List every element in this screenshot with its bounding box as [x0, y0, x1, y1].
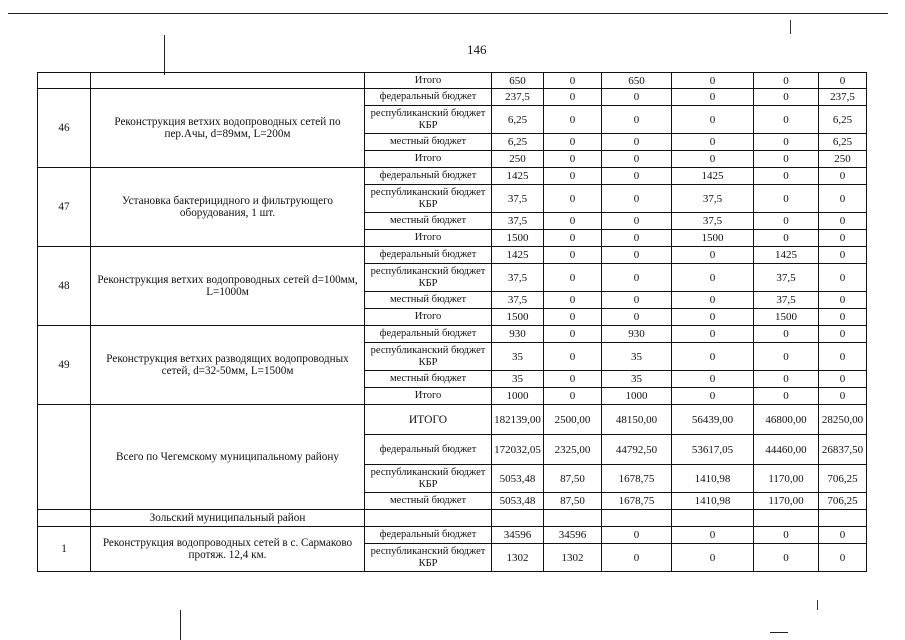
- year-amount-cell: 1170,00: [754, 465, 819, 493]
- year-amount-cell: 6,25: [819, 106, 867, 134]
- budget-table: [37, 72, 867, 572]
- year-amount-cell: 237,5: [819, 89, 867, 106]
- year-amount-cell: 87,50: [544, 493, 602, 510]
- year-amount-cell: 0: [544, 371, 602, 388]
- district-total-label: Всего по Чегемскому муниципальному району: [91, 405, 365, 510]
- year-amount-cell: 28250,00: [819, 405, 867, 435]
- project-name-cell: Установка бактерицидного и фильтрующего оборудования, 1 шт.: [91, 168, 365, 247]
- year-amount-cell: 6,25: [819, 134, 867, 151]
- year-amount-cell: 0: [754, 168, 819, 185]
- funding-source-cell: республиканский бюджет КБР: [365, 106, 492, 134]
- total-amount-cell: 35: [492, 371, 544, 388]
- funding-source-cell: местный бюджет: [365, 292, 492, 309]
- year-amount-cell: 0: [672, 292, 754, 309]
- funding-source-cell: федеральный бюджет: [365, 247, 492, 264]
- year-amount-cell: 44460,00: [754, 435, 819, 465]
- year-amount-cell: 706,25: [819, 465, 867, 493]
- year-amount-cell: [754, 510, 819, 527]
- year-amount-cell: 0: [819, 371, 867, 388]
- year-amount-cell: 37,5: [754, 292, 819, 309]
- funding-source-cell: местный бюджет: [365, 493, 492, 510]
- year-amount-cell: 0: [602, 213, 672, 230]
- scan-margin-mark: [770, 632, 788, 633]
- year-amount-cell: 0: [672, 309, 754, 326]
- scan-border-line: [8, 13, 888, 14]
- table-row: [38, 89, 867, 106]
- year-amount-cell: 1678,75: [602, 465, 672, 493]
- funding-source-cell: ИТОГО: [365, 405, 492, 435]
- funding-source-cell: [365, 510, 492, 527]
- year-amount-cell: 37,5: [754, 264, 819, 292]
- total-amount-cell: 250: [492, 151, 544, 168]
- year-amount-cell: 0: [544, 134, 602, 151]
- project-name-cell: Реконструкция водопроводных сетей в с. Сармаково протяж. 12,4 км.: [91, 527, 365, 572]
- scan-margin-mark: [180, 610, 181, 640]
- year-amount-cell: 0: [754, 388, 819, 405]
- total-amount-cell: 37,5: [492, 292, 544, 309]
- total-amount-cell: 1425: [492, 168, 544, 185]
- table-row: [38, 168, 867, 185]
- total-amount-cell: 1425: [492, 247, 544, 264]
- year-amount-cell: 0: [754, 106, 819, 134]
- year-amount-cell: 0: [602, 247, 672, 264]
- year-amount-cell: 0: [819, 168, 867, 185]
- year-amount-cell: 0: [754, 185, 819, 213]
- year-amount-cell: 0: [544, 213, 602, 230]
- year-amount-cell: 0: [602, 89, 672, 106]
- table-row: [38, 73, 867, 89]
- table-row: [38, 326, 867, 343]
- year-amount-cell: 44792,50: [602, 435, 672, 465]
- year-amount-cell: 0: [672, 151, 754, 168]
- year-amount-cell: 706,25: [819, 493, 867, 510]
- row-number-cell: [38, 405, 91, 510]
- year-amount-cell: 0: [602, 544, 672, 572]
- year-amount-cell: 0: [819, 73, 867, 89]
- year-amount-cell: 48150,00: [602, 405, 672, 435]
- total-amount-cell: 37,5: [492, 213, 544, 230]
- year-amount-cell: 0: [672, 544, 754, 572]
- funding-source-cell: местный бюджет: [365, 213, 492, 230]
- year-amount-cell: 0: [754, 151, 819, 168]
- year-amount-cell: 0: [819, 309, 867, 326]
- table-row: [38, 405, 867, 435]
- year-amount-cell: 1500: [672, 230, 754, 247]
- total-amount-cell: 1500: [492, 309, 544, 326]
- total-amount-cell: 5053,48: [492, 493, 544, 510]
- year-amount-cell: 0: [544, 89, 602, 106]
- year-amount-cell: 0: [672, 106, 754, 134]
- row-number-cell: 47: [38, 168, 91, 247]
- total-amount-cell: 930: [492, 326, 544, 343]
- year-amount-cell: 0: [544, 168, 602, 185]
- year-amount-cell: 650: [602, 73, 672, 89]
- year-amount-cell: 56439,00: [672, 405, 754, 435]
- year-amount-cell: [819, 510, 867, 527]
- year-amount-cell: 1302: [544, 544, 602, 572]
- table-row: [38, 510, 867, 527]
- year-amount-cell: 0: [544, 185, 602, 213]
- year-amount-cell: 1678,75: [602, 493, 672, 510]
- total-amount-cell: 37,5: [492, 264, 544, 292]
- project-name-cell: Реконструкция ветхих водопроводных сетей d=100мм, L=1000м: [91, 247, 365, 326]
- year-amount-cell: 0: [819, 230, 867, 247]
- year-amount-cell: 0: [544, 309, 602, 326]
- total-amount-cell: 37,5: [492, 185, 544, 213]
- year-amount-cell: [544, 510, 602, 527]
- year-amount-cell: 0: [672, 247, 754, 264]
- year-amount-cell: 0: [819, 292, 867, 309]
- total-amount-cell: 182139,00: [492, 405, 544, 435]
- year-amount-cell: 1425: [672, 168, 754, 185]
- funding-source-cell: федеральный бюджет: [365, 435, 492, 465]
- total-amount-cell: 1302: [492, 544, 544, 572]
- funding-source-cell: республиканский бюджет КБР: [365, 544, 492, 572]
- year-amount-cell: 0: [754, 343, 819, 371]
- year-amount-cell: 0: [672, 326, 754, 343]
- total-amount-cell: 237,5: [492, 89, 544, 106]
- year-amount-cell: 0: [754, 371, 819, 388]
- year-amount-cell: [672, 510, 754, 527]
- year-amount-cell: 0: [672, 73, 754, 89]
- year-amount-cell: 0: [672, 264, 754, 292]
- year-amount-cell: 2500,00: [544, 405, 602, 435]
- year-amount-cell: 2325,00: [544, 435, 602, 465]
- table-row: [38, 527, 867, 544]
- year-amount-cell: 35: [602, 371, 672, 388]
- year-amount-cell: 0: [544, 151, 602, 168]
- year-amount-cell: 0: [754, 544, 819, 572]
- year-amount-cell: 0: [602, 230, 672, 247]
- total-amount-cell: 1500: [492, 230, 544, 247]
- funding-source-cell: федеральный бюджет: [365, 527, 492, 544]
- funding-source-cell: федеральный бюджет: [365, 326, 492, 343]
- year-amount-cell: 0: [754, 527, 819, 544]
- row-number-cell: 48: [38, 247, 91, 326]
- total-amount-cell: 1000: [492, 388, 544, 405]
- year-amount-cell: 0: [819, 527, 867, 544]
- year-amount-cell: 0: [602, 151, 672, 168]
- year-amount-cell: 0: [672, 134, 754, 151]
- year-amount-cell: 26837,50: [819, 435, 867, 465]
- year-amount-cell: 0: [544, 230, 602, 247]
- year-amount-cell: 0: [602, 134, 672, 151]
- total-amount-cell: [492, 510, 544, 527]
- year-amount-cell: 0: [819, 213, 867, 230]
- scan-speck: [790, 20, 791, 34]
- year-amount-cell: 0: [819, 388, 867, 405]
- row-number-cell: 49: [38, 326, 91, 405]
- funding-source-cell: местный бюджет: [365, 371, 492, 388]
- total-amount-cell: 6,25: [492, 106, 544, 134]
- total-amount-cell: 6,25: [492, 134, 544, 151]
- year-amount-cell: 0: [544, 388, 602, 405]
- total-amount-cell: 5053,48: [492, 465, 544, 493]
- year-amount-cell: 0: [819, 247, 867, 264]
- total-amount-cell: 172032,05: [492, 435, 544, 465]
- row-number-cell: [38, 510, 91, 527]
- year-amount-cell: 930: [602, 326, 672, 343]
- year-amount-cell: 0: [754, 73, 819, 89]
- year-amount-cell: 0: [754, 326, 819, 343]
- year-amount-cell: 0: [754, 89, 819, 106]
- year-amount-cell: 37,5: [672, 185, 754, 213]
- funding-source-cell: местный бюджет: [365, 134, 492, 151]
- year-amount-cell: 0: [602, 309, 672, 326]
- year-amount-cell: 0: [602, 106, 672, 134]
- year-amount-cell: 0: [602, 292, 672, 309]
- table-row: [38, 247, 867, 264]
- year-amount-cell: 1425: [754, 247, 819, 264]
- year-amount-cell: 250: [819, 151, 867, 168]
- year-amount-cell: 0: [602, 185, 672, 213]
- year-amount-cell: 0: [672, 527, 754, 544]
- year-amount-cell: 0: [819, 185, 867, 213]
- year-amount-cell: 0: [672, 371, 754, 388]
- page-number: 146: [467, 42, 487, 57]
- row-number-cell: [38, 73, 91, 89]
- year-amount-cell: 0: [544, 73, 602, 89]
- year-amount-cell: 0: [819, 326, 867, 343]
- funding-source-cell: республиканский бюджет КБР: [365, 264, 492, 292]
- funding-source-cell: Итого: [365, 73, 492, 89]
- total-amount-cell: 35: [492, 343, 544, 371]
- year-amount-cell: 0: [754, 134, 819, 151]
- year-amount-cell: 0: [602, 168, 672, 185]
- scan-margin-mark: [164, 35, 165, 75]
- year-amount-cell: 0: [544, 326, 602, 343]
- total-amount-cell: 34596: [492, 527, 544, 544]
- year-amount-cell: 0: [754, 230, 819, 247]
- project-name-cell: Реконструкция ветхих разводящих водопроводных сетей, d=32-50мм, L=1500м: [91, 326, 365, 405]
- row-number-cell: 1: [38, 527, 91, 572]
- year-amount-cell: 37,5: [672, 213, 754, 230]
- year-amount-cell: 53617,05: [672, 435, 754, 465]
- scan-speck: [817, 600, 818, 610]
- year-amount-cell: 0: [819, 264, 867, 292]
- funding-source-cell: республиканский бюджет КБР: [365, 465, 492, 493]
- year-amount-cell: 34596: [544, 527, 602, 544]
- year-amount-cell: 0: [672, 89, 754, 106]
- year-amount-cell: 1410,98: [672, 493, 754, 510]
- funding-source-cell: федеральный бюджет: [365, 89, 492, 106]
- funding-source-cell: Итого: [365, 388, 492, 405]
- year-amount-cell: 0: [544, 247, 602, 264]
- funding-source-cell: федеральный бюджет: [365, 168, 492, 185]
- project-name-cell: [91, 73, 365, 89]
- total-amount-cell: 650: [492, 73, 544, 89]
- year-amount-cell: 1170,00: [754, 493, 819, 510]
- project-name-cell: Реконструкция ветхих водопроводных сетей по пер.Ачы, d=89мм, L=200м: [91, 89, 365, 168]
- year-amount-cell: 0: [602, 264, 672, 292]
- year-amount-cell: 1500: [754, 309, 819, 326]
- funding-source-cell: Итого: [365, 309, 492, 326]
- year-amount-cell: 1410,98: [672, 465, 754, 493]
- funding-source-cell: республиканский бюджет КБР: [365, 343, 492, 371]
- year-amount-cell: 0: [602, 527, 672, 544]
- year-amount-cell: [602, 510, 672, 527]
- year-amount-cell: 0: [544, 292, 602, 309]
- year-amount-cell: 0: [544, 106, 602, 134]
- year-amount-cell: 1000: [602, 388, 672, 405]
- row-number-cell: 46: [38, 89, 91, 168]
- year-amount-cell: 87,50: [544, 465, 602, 493]
- year-amount-cell: 0: [544, 264, 602, 292]
- year-amount-cell: 0: [544, 343, 602, 371]
- year-amount-cell: 35: [602, 343, 672, 371]
- year-amount-cell: 0: [754, 213, 819, 230]
- funding-source-cell: республиканский бюджет КБР: [365, 185, 492, 213]
- year-amount-cell: 0: [819, 343, 867, 371]
- year-amount-cell: 0: [819, 544, 867, 572]
- funding-source-cell: Итого: [365, 230, 492, 247]
- year-amount-cell: 46800,00: [754, 405, 819, 435]
- district-heading: Зольский муниципальный район: [91, 510, 365, 527]
- year-amount-cell: 0: [672, 343, 754, 371]
- funding-source-cell: Итого: [365, 151, 492, 168]
- year-amount-cell: 0: [672, 388, 754, 405]
